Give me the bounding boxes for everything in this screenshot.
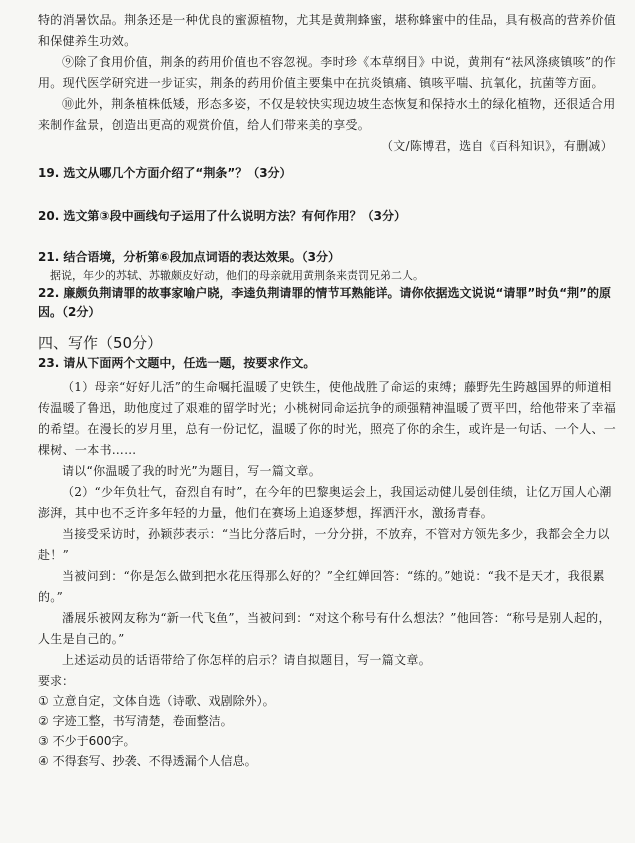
writing-prompt-2-quote-quan: 当被问到：“你是怎么做到把水花压得那么好的？”全红婵回答：“练的。”她说：“我不是天才，我很累的。” <box>38 569 605 604</box>
question-21: 21. 结合语境，分析第⑥段加点词语的表达效果。（3分） <box>38 250 340 264</box>
requirement-item: ④ 不得套写、抄袭、不得透漏个人信息。 <box>38 754 257 768</box>
article-paragraph-8-end: 特的消暑饮品。荆条还是一种优良的蜜源植物，尤其是黄荆蜂蜜，堪称蜂蜜中的佳品，具有极高的营养价值和保健养生功效。 <box>38 13 617 48</box>
question-21-passage: 据说，年少的苏轼、苏辙颇皮好动，他们的母亲就用黄荆条来责罚兄弟二人。 <box>50 269 424 282</box>
article-paragraph-9: ⑨除了食用价值，荆条的药用价值也不容忽视。李时珍《本草纲目》中说，黄荆有“祛风涤痰镇咳”的作用。现代医学研究进一步证实，荆条的药用价值主要集中在抗炎镇痛、镇咳平喘、抗氧化，抗菌等方面。 <box>38 55 617 90</box>
requirements-label: 要求： <box>38 674 75 688</box>
requirement-item: ③ 不少于600字。 <box>38 734 136 748</box>
writing-prompt-2-instruction: 上述运动员的话语带给了你怎样的启示？请自拟题目，写一篇文章。 <box>62 653 432 667</box>
article-source: （文/陈博君，选自《百科知识》，有删减） <box>380 139 613 153</box>
article-paragraph-10: ⑩此外，荆条植株低矮，形态多姿，不仅是较快实现边坡生态恢复和保持水土的绿化植物，还很适合用来制作盆景，创造出更高的观赏价值，给人们带来美的享受。 <box>38 97 616 132</box>
requirement-item: ① 立意自定，文体自选（诗歌、戏剧除外）。 <box>38 694 275 708</box>
writing-prompt-2-quote-pan: 潘展乐被网友称为“新一代飞鱼”，当被问到：“对这个称号有什么想法？”他回答：“称号是别人起的，人生是自己的。” <box>38 611 611 646</box>
question-23: 23. 请从下面两个文题中，任选一题，按要求作文。 <box>38 356 316 370</box>
requirement-item: ② 字迹工整，书写清楚，卷面整洁。 <box>38 714 233 728</box>
question-19: 19. 选文从哪几个方面介绍了“荆条”？（3分） <box>38 166 292 180</box>
writing-section-title: 四、写作（50分） <box>38 334 163 352</box>
question-20: 20. 选文第③段中画线句子运用了什么说明方法？有何作用？（3分） <box>38 209 406 223</box>
writing-prompt-1-instruction: 请以“你温暖了我的时光”为题目，写一篇文章。 <box>62 464 322 478</box>
writing-prompt-1: （1）母亲“好好儿活”的生命嘱托温暖了史铁生，使他战胜了命运的束缚；藤野先生跨越国界的师道相传温暖了鲁迅，助他度过了艰难的留学时光；小桃树同命运抗争的顽强精神温暖了贾平凹，给他带来了幸福的希望。在漫长的岁月里，总有一份记忆，温暖了你的时光，照亮了你的余生，或许是一句话、一个人、一棵树、一本书…… <box>38 380 617 457</box>
writing-prompt-2-intro: （2）“少年负壮气，奋烈自有时”，在今年的巴黎奥运会上，我国运动健儿晏创佳绩，让亿万国人心潮澎湃，其中也不乏许多年轻的力量，他们在赛场上追逐梦想，挥洒汗水，激扬青春。 <box>38 485 612 520</box>
question-22: 22. 廉颇负荆请罪的故事家喻户晓，李逵负荆请罪的情节耳熟能详。请你依据选文说说“请罪”时负“荆”的原因。（2分） <box>38 286 611 319</box>
writing-prompt-2-quote-sun: 当接受采访时，孙颖莎表示：“当比分落后时，一分分拼，不放弃，不管对方领先多少，我都会全力以赴！” <box>38 527 610 562</box>
